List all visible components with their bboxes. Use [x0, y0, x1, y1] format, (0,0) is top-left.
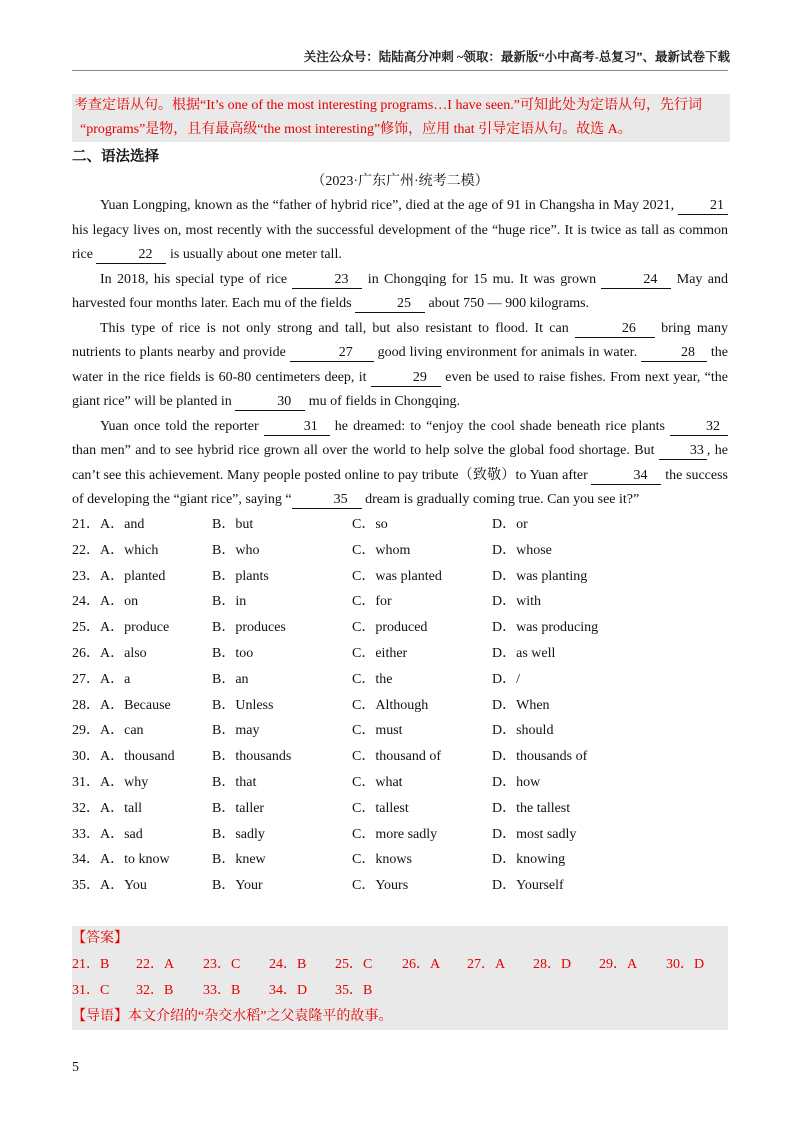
question-number-and-option[interactable] [72, 773, 148, 793]
question-row [72, 565, 728, 591]
option-a[interactable]: A．produce [100, 620, 170, 636]
option-d[interactable]: D．or [492, 517, 528, 532]
question-number-and-option[interactable] [72, 721, 144, 741]
question-number: 21． [72, 517, 100, 532]
question-row [72, 797, 728, 823]
passage-text: the success of developing the “giant rice”, saying “ [72, 467, 728, 507]
option-c[interactable]: C．knows [352, 852, 412, 868]
question-row [72, 539, 728, 565]
answer-label: 【答案】 [72, 931, 128, 946]
blank-23[interactable]: 23 [292, 272, 362, 289]
option-d[interactable]: D．thousands of [492, 749, 588, 765]
passage-text: his legacy lives on, most recently with the successful development of the “huge rice”. It is twice as tall as common rice [72, 222, 728, 262]
answer-item: 34．D [269, 983, 308, 998]
option-c[interactable]: C．Yours [352, 878, 409, 894]
answer-item: 21．B [72, 957, 110, 972]
question-number: 31． [72, 774, 100, 790]
passage-text: the water in the rice fields is 60-80 centimeters deep, it [72, 345, 728, 385]
question-number-and-option[interactable] [72, 592, 138, 612]
question-number: 22． [72, 542, 100, 558]
paragraph-2 [72, 268, 728, 317]
question-number: 34． [72, 852, 100, 868]
option-c[interactable]: C．Although [352, 697, 429, 713]
option-a[interactable]: A．a [100, 671, 131, 687]
option-d[interactable]: D．the tallest [492, 800, 571, 816]
question-number-and-option[interactable] [72, 618, 169, 638]
option-c[interactable]: C．so [352, 517, 388, 532]
blank-26[interactable]: 26 [575, 321, 655, 338]
page-number: 5 [72, 1060, 79, 1075]
question-number-and-option[interactable] [72, 515, 144, 535]
question-row [72, 745, 728, 771]
answer-box [72, 926, 728, 1030]
option-b[interactable]: B．may [212, 723, 260, 739]
question-row [72, 823, 728, 849]
option-a[interactable]: A．to know [100, 852, 170, 868]
question-number: 23． [72, 568, 100, 584]
option-a[interactable]: A．which [100, 542, 159, 558]
option-c[interactable]: C．either [352, 645, 408, 661]
option-b[interactable]: B．but [212, 517, 254, 532]
question-row [72, 848, 728, 874]
option-a[interactable]: A．also [100, 645, 147, 661]
option-d[interactable]: D．was producing [492, 620, 599, 636]
reading-passage [72, 194, 728, 513]
option-a[interactable]: A．sad [100, 826, 143, 842]
question-source: （2023·广东广州·统考二模） [311, 174, 489, 189]
option-a[interactable]: A．planted [100, 568, 166, 584]
question-number-and-option[interactable] [72, 799, 142, 819]
question-row [72, 668, 728, 694]
option-b[interactable]: B．produces [212, 620, 286, 636]
option-c[interactable]: C．whom [352, 542, 411, 558]
blank-30[interactable]: 30 [235, 394, 305, 411]
option-a[interactable]: A．can [100, 723, 144, 739]
question-number-and-option[interactable] [72, 541, 158, 561]
blank-33[interactable]: 33 [659, 443, 707, 460]
passage-text: is usually about one meter tall. [166, 247, 342, 262]
option-b[interactable]: B．Unless [212, 697, 274, 713]
option-b[interactable]: B．in [212, 594, 247, 610]
passage-text: about 750 — 900 kilograms. [425, 296, 590, 311]
option-c[interactable]: C．thousand of [352, 749, 442, 765]
passage-text: than men” and to see hybrid rice grown all over the world to help solve the global food shortage. But [72, 443, 659, 458]
question-row [72, 719, 728, 745]
option-d[interactable]: D．as well [492, 645, 556, 661]
option-b[interactable]: B．knew [212, 852, 266, 868]
option-b[interactable]: B．too [212, 645, 254, 661]
question-number-and-option[interactable] [72, 876, 147, 896]
question-row [72, 694, 728, 720]
question-row [72, 874, 728, 900]
passage-text: In 2018, his special type of rice [100, 271, 293, 287]
question-number-and-option[interactable] [72, 747, 175, 767]
blank-32[interactable]: 32 [670, 419, 728, 436]
option-d[interactable]: D．whose [492, 542, 552, 558]
blank-24[interactable]: 24 [601, 272, 671, 289]
option-c[interactable]: C．what [352, 774, 403, 790]
question-number-and-option[interactable] [72, 850, 170, 870]
option-d[interactable]: D．was planting [492, 568, 588, 584]
answer-item: 23．C [203, 957, 241, 972]
answer-item: 25．C [335, 957, 373, 972]
paragraph-4 [72, 415, 728, 513]
option-a[interactable]: A．thousand [100, 749, 175, 765]
option-c[interactable]: C．for [352, 594, 392, 610]
answer-row-2 [72, 978, 728, 1004]
option-b[interactable]: B．Your [212, 878, 263, 894]
question-row [72, 513, 728, 539]
passage-text: bring many nutrients to plants nearby and provide [72, 320, 728, 360]
blank-35[interactable]: 35 [292, 492, 362, 509]
passage-text: he dreamed: to “enjoy the cool shade beneath rice plants [329, 418, 670, 434]
option-d[interactable]: D．most sadly [492, 826, 577, 842]
question-number: 33． [72, 826, 100, 842]
answer-item: 27．A [467, 957, 506, 972]
previous-explanation [72, 94, 730, 142]
option-a[interactable]: A．on [100, 594, 139, 610]
question-number-and-option[interactable] [72, 567, 165, 587]
option-a[interactable]: A．Because [100, 697, 171, 713]
passage-text: dream is gradually coming true. Can you see it?” [361, 492, 640, 507]
option-b[interactable]: B．who [212, 542, 260, 558]
header-divider [72, 70, 728, 71]
option-d[interactable]: D．knowing [492, 852, 566, 868]
option-a[interactable]: A．You [100, 878, 147, 894]
paragraph-1 [72, 194, 728, 268]
option-b[interactable]: B．plants [212, 568, 269, 584]
question-row [72, 771, 728, 797]
question-options [72, 513, 728, 900]
answer-item: 35．B [335, 983, 373, 998]
blank-27[interactable]: 27 [290, 345, 374, 362]
passage-text: Yuan Longping, known as the “father of hybrid rice”, died at the age of 91 in Changsha in May 2021, [100, 198, 678, 213]
blank-28[interactable]: 28 [641, 345, 707, 362]
question-number-and-option[interactable] [72, 696, 171, 716]
option-d[interactable]: D．how [492, 774, 541, 790]
option-b[interactable]: B．an [212, 671, 249, 687]
page-header: 关注公众号：陆陆高分冲刺 ~领取：最新版“小中高考-总复习”、最新试卷下载 [303, 50, 730, 64]
passage-text: mu of fields in Chongqing. [305, 394, 461, 409]
question-number-and-option[interactable] [72, 644, 147, 664]
option-c[interactable]: C．tallest [352, 800, 409, 816]
blank-29[interactable]: 29 [371, 370, 441, 387]
passage-text: , he can’t see this achievement. Many people posted online to pay tribute（致敬）to Yuan after [72, 443, 728, 483]
question-row [72, 616, 728, 642]
blank-31[interactable]: 31 [264, 419, 330, 436]
question-number: 30． [72, 749, 100, 765]
passage-text: in Chongqing for 15 mu. It was grown [362, 271, 602, 287]
question-number-and-option[interactable] [72, 670, 130, 690]
option-d[interactable]: D．Yourself [492, 878, 564, 894]
option-d[interactable]: D．with [492, 594, 541, 610]
answer-item: 33．B [203, 983, 241, 998]
option-d[interactable]: D．When [492, 697, 550, 713]
passage-text: May and harvested four months later. Each mu of the fields [72, 271, 728, 311]
option-a[interactable]: A．why [100, 774, 149, 790]
option-c[interactable]: C．produced [352, 620, 428, 636]
guide-text: 【导语】本文介绍的“杂交水稻”之父袁隆平的故事。 [72, 1009, 393, 1024]
answer-item: 22．A [136, 957, 175, 972]
option-c[interactable]: C．the [352, 671, 393, 687]
option-d[interactable]: D．should [492, 723, 554, 739]
blank-21[interactable]: 21 [678, 198, 728, 215]
passage-text: even be used to raise fishes. From next year, “the giant rice” will be planted in [72, 369, 728, 409]
question-number: 26． [72, 645, 100, 661]
question-row [72, 642, 728, 668]
question-number: 32． [72, 800, 100, 816]
explanation-line-2: “programs”是物，且有最高级“the most interesting”修饰，应用 that 引导定语从句。故选 A。 [80, 122, 632, 137]
option-a[interactable]: A．and [100, 517, 145, 532]
blank-22[interactable]: 22 [96, 247, 166, 264]
blank-25[interactable]: 25 [355, 296, 425, 313]
question-number: 35． [72, 878, 100, 894]
paragraph-3 [72, 317, 728, 415]
answer-item: 24．B [269, 957, 307, 972]
option-a[interactable]: A．tall [100, 800, 142, 816]
explanation-line-1: 考查定语从句。根据“It’s one of the most interesting programs…I have seen.”可知此处为定语从句，先行词 [74, 98, 702, 113]
option-b[interactable]: B．that [212, 774, 257, 790]
answer-item: 31．C [72, 983, 110, 998]
question-number: 29． [72, 723, 100, 739]
passage-text: Yuan once told the reporter [100, 418, 264, 434]
option-c[interactable]: C．more sadly [352, 826, 438, 842]
option-b[interactable]: B．taller [212, 800, 265, 816]
option-b[interactable]: B．sadly [212, 826, 265, 842]
answer-row-1 [72, 952, 728, 978]
blank-34[interactable]: 34 [591, 468, 661, 485]
option-d[interactable]: D．/ [492, 671, 520, 687]
question-number: 25． [72, 620, 100, 636]
question-number: 27． [72, 671, 100, 687]
question-number-and-option[interactable] [72, 825, 143, 845]
question-number: 28． [72, 697, 100, 713]
question-number: 24． [72, 594, 100, 610]
option-c[interactable]: C．must [352, 723, 403, 739]
question-row [72, 590, 728, 616]
answer-item: 30．D [666, 957, 705, 972]
section-title: 二、语法选择 [72, 149, 159, 165]
answer-item: 32．B [136, 983, 174, 998]
answer-item: 28．D [533, 957, 572, 972]
answer-item: 26．A [402, 957, 441, 972]
passage-text: This type of rice is not only strong and tall, but also resistant to flood. It can [100, 320, 575, 336]
passage-text: good living environment for animals in water. [373, 345, 641, 360]
answer-item: 29．A [599, 957, 638, 972]
option-c[interactable]: C．was planted [352, 568, 442, 584]
option-b[interactable]: B．thousands [212, 749, 292, 765]
